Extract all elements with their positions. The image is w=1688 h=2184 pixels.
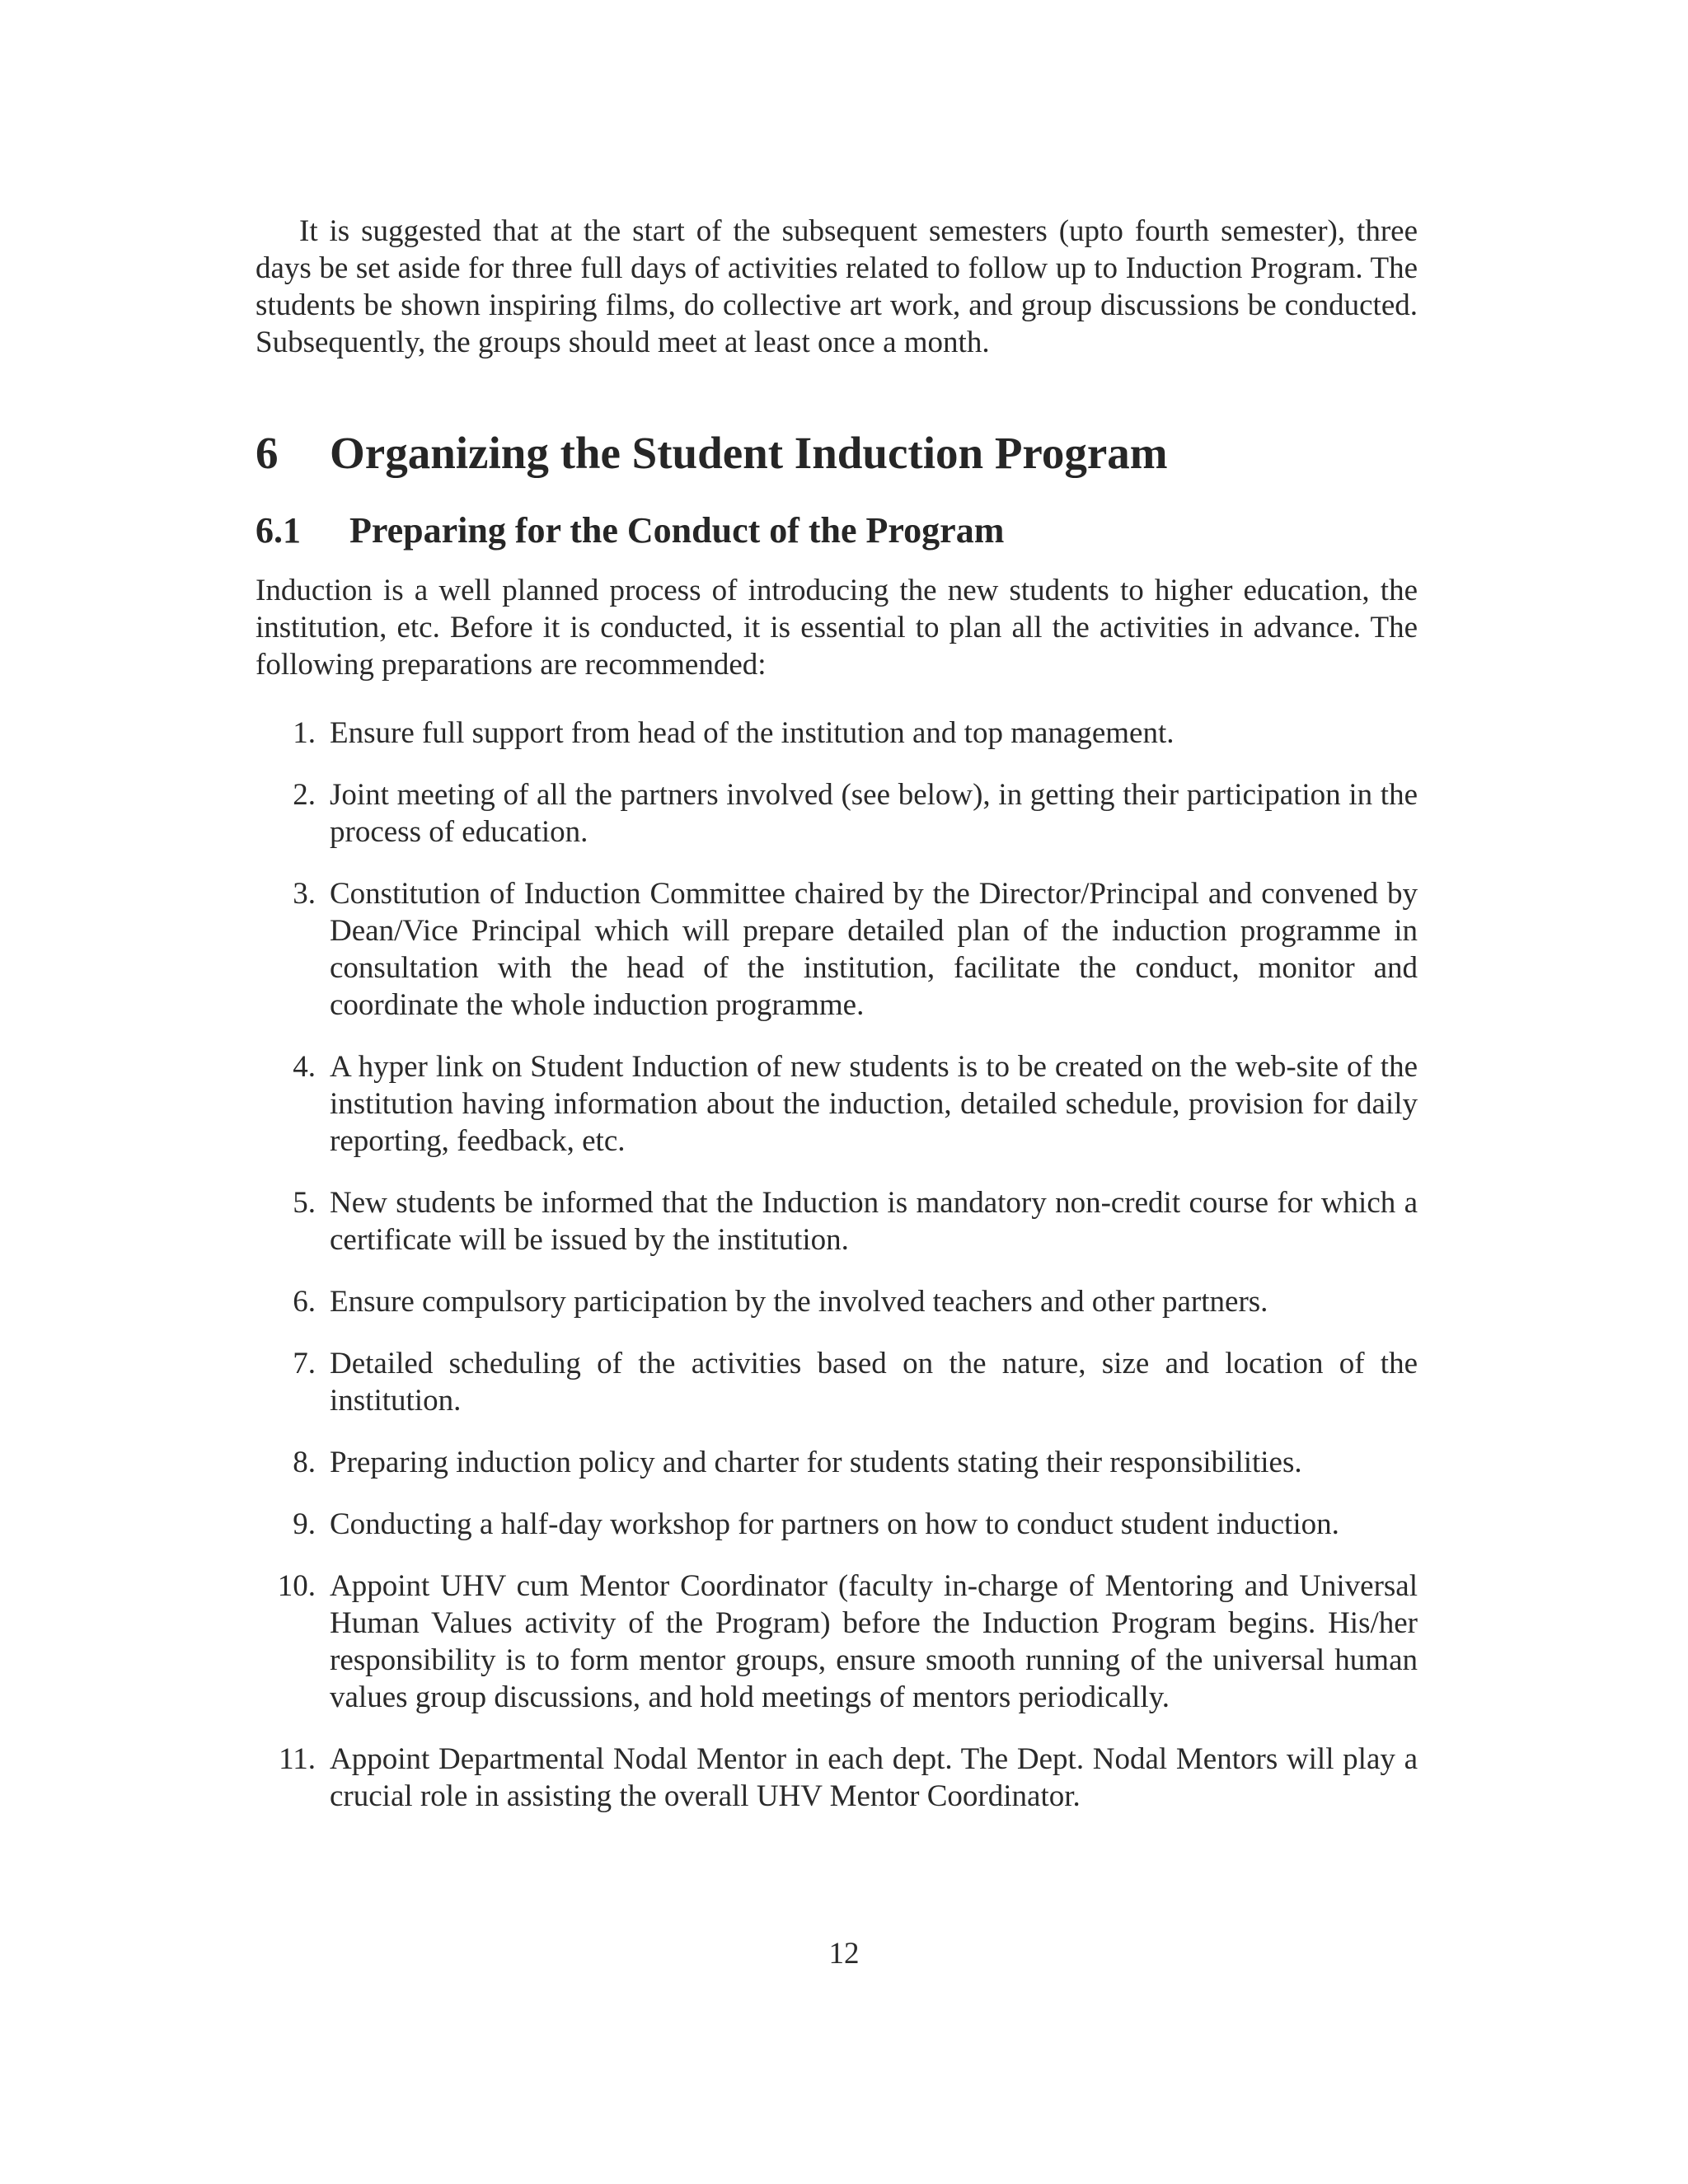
list-item-number: 4.	[293, 1050, 316, 1084]
list-item-text: Ensure compulsory participation by the involved teachers and other partners.	[330, 1285, 1268, 1319]
subsection-number: 6.1	[256, 510, 301, 551]
list-item	[256, 1345, 1418, 1419]
list-item-text: New students be informed that the Induction is mandatory non-credit course for which a certificate will be issued by the institution.	[330, 1186, 1418, 1257]
preparations-list	[256, 715, 1418, 1815]
list-item-text: Constitution of Induction Committee chaired by the Director/Principal and convened by Dean/Vice Principal which will prepare detailed plan of the induction programme in consultation with the head of the institution, facilitate the conduct, monitor and coordinate the whole induction programme.	[330, 877, 1418, 1022]
list-item	[256, 715, 1418, 752]
list-item	[256, 1184, 1418, 1258]
list-item-number: 8.	[293, 1446, 316, 1479]
list-item-text: Preparing induction policy and charter for students stating their responsibilities.	[330, 1446, 1302, 1479]
list-item-number: 10.	[277, 1569, 316, 1603]
list-item	[256, 1444, 1418, 1481]
list-item-number: 5.	[293, 1186, 316, 1220]
subsection-heading	[256, 509, 1418, 552]
list-item-number: 6.	[293, 1285, 316, 1319]
section-number: 6	[256, 428, 279, 478]
section-heading	[256, 427, 1418, 480]
list-item	[256, 875, 1418, 1024]
list-item-text: Detailed scheduling of the activities based on the nature, size and location of the institution.	[330, 1347, 1418, 1418]
list-item-number: 1.	[293, 716, 316, 750]
intro-paragraph: Induction is a well planned process of introducing the new students to higher education, the institution, etc. Before it is conducted, it is essential to plan all the activities in advance. The following preparations are recommended:	[256, 574, 1418, 682]
list-item-text: Appoint Departmental Nodal Mentor in each dept. The Dept. Nodal Mentors will play a crucial role in assisting the overall UHV Mentor Coordinator.	[330, 1742, 1418, 1813]
list-item-number: 2.	[293, 778, 316, 812]
page-number: 12	[828, 1937, 860, 1971]
list-item-text: A hyper link on Student Induction of new students is to be created on the web-site of the institution having information about the induction, detailed schedule, provision for daily reporting, feedback, etc.	[330, 1050, 1418, 1158]
section-title: Organizing the Student Induction Program	[330, 428, 1168, 478]
subsection-title: Preparing for the Conduct of the Program	[349, 510, 1005, 551]
list-item	[256, 1741, 1418, 1815]
list-item-text: Appoint UHV cum Mentor Coordinator (faculty in-charge of Mentoring and Universal Human Values activity of the Program) before the Induction Program begins. His/her responsibility is to form mentor groups, ensure smooth running of the universal human values group discussions, and hold meetings of mentors periodically.	[330, 1569, 1418, 1714]
list-item-number: 3.	[293, 877, 316, 911]
list-item	[256, 1568, 1418, 1716]
list-item-number: 9.	[293, 1507, 316, 1541]
list-item	[256, 1283, 1418, 1320]
document-page	[256, 213, 1418, 1840]
list-item-number: 7.	[293, 1347, 316, 1380]
list-item-number: 11.	[279, 1742, 316, 1776]
list-item-text: Joint meeting of all the partners involved (see below), in getting their participation in the process of education.	[330, 778, 1418, 849]
list-item-text: Conducting a half-day workshop for partners on how to conduct student induction.	[330, 1507, 1339, 1541]
list-item	[256, 1506, 1418, 1543]
list-item	[256, 1048, 1418, 1160]
list-item	[256, 776, 1418, 851]
list-item-text: Ensure full support from head of the institution and top management.	[330, 716, 1175, 750]
opening-paragraph: It is suggested that at the start of the subsequent semesters (upto fourth semester), three days be set aside for three full days of activities related to follow up to Induction Program. The students be shown inspiring films, do collective art work, and group discussions be conducted. Subsequently, the groups should meet at least once a month.	[256, 214, 1418, 359]
